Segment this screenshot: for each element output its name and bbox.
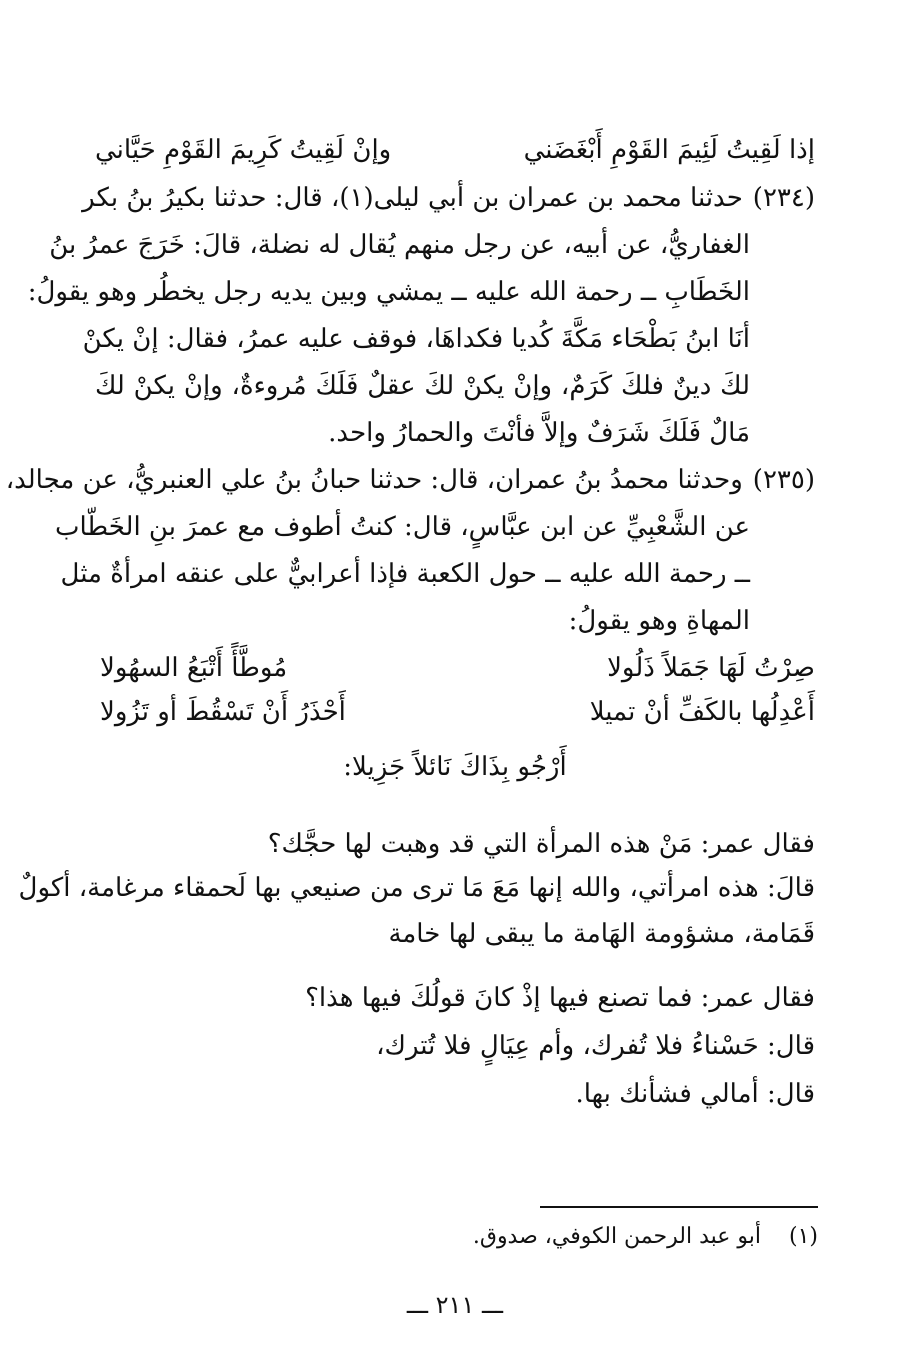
entry-235-line-2: عن الشَّعْبِيِّ عن ابن عبَّاسٍ، قال: كنتُ أطوف مع عمرَ بنِ الخَطّاب [55, 512, 750, 542]
footnote-rule [540, 1206, 818, 1208]
dialogue-line-5: قال: حَسْناءُ فلا تُفرك، وأم عِيَالٍ فلا تُترك، [376, 1031, 815, 1061]
poem-line-1-left: مُوطَّأً أَتْبَعُ السهُولا [100, 653, 288, 683]
verse-top-right: إذا لَقِيتُ لَئِيمَ القَوْمِ أَبْغَضَني [523, 135, 815, 165]
dialogue-line-6: قال: أمالي فشأنك بها. [575, 1079, 815, 1109]
entry-234-line-3: الخَطَابِ ــ رحمة الله عليه ــ يمشي وبين يديه رجل يخطُر وهو يقولُ: [27, 277, 750, 307]
dialogue-line-1: فقال عمر: مَنْ هذه المرأة التي قد وهبت لها حجَّك؟ [267, 829, 815, 859]
page-number: ـــ ٢١١ ـــ [406, 1291, 504, 1319]
entry-235-line-3: ــ رحمة الله عليه ــ حول الكعبة فإذا أعرابيٌّ على عنقه امرأةٌ مثل [60, 559, 750, 589]
entry-234-number: (٢٣٤) [752, 183, 815, 213]
poem-line-2-right: أَعْدِلُها بالكَفِّ أنْ تميلا [589, 697, 815, 727]
footnote-marker: (١) [788, 1224, 818, 1249]
entry-235-number: (٢٣٥) [752, 465, 815, 495]
entry-234-line-6: مَالٌ فَلَكَ شَرَفٌ وإلاَّ فأنْتَ والحمارُ واحد. [328, 418, 750, 448]
dialogue-line-2: قالَ: هذه امرأتي، والله إنها مَعَ مَا ترى من صنيعي بها لَحمقاء مرغامة، أكولٌ [18, 873, 815, 903]
verse-top-left: وإنْ لَقِيتُ كَرِيمَ القَوْمِ حَيَّاني [95, 135, 392, 165]
poem-line-1-right: صِرْتُ لَهَا جَمَلاً ذَلُولا [607, 653, 815, 683]
footnote-text: أبو عبد الرحمن الكوفي، صدوق. [472, 1224, 761, 1249]
entry-235-line-1: (٢٣٥)وحدثنا محمدُ بنُ عمران، قال: حدثنا حبانُ بنُ علي العنبريُّ، عن مجالد، [5, 465, 815, 495]
footnote [473, 1218, 818, 1256]
dialogue-line-3: قَمَامة، مشؤومة الهَامة ما يبقى لها خامة [388, 919, 815, 949]
poem-line-2-left: أَحْذَرُ أَنْ تَسْقُطَ أو تَزُولا [100, 697, 346, 727]
entry-234-line-1: (٢٣٤)حدثنا محمد بن عمران بن أبي ليلى(١)، قال: حدثنا بكيرُ بنُ بكر [82, 183, 815, 213]
entry-235-line-4: المهاةِ وهو يقولُ: [568, 606, 750, 636]
entry-234-line-5: لكَ دينٌ فلكَ كَرَمٌ، وإنْ يكنْ لكَ عقلٌ فَلَكَ مُروءةٌ، وإنْ يكنْ لكَ [95, 371, 750, 401]
entry-234-line-2: الغفاريُّ، عن أبيه، عن رجل منهم يُقال له نضلة، قالَ: خَرَجَ عمرُ بنُ [49, 230, 750, 260]
poem-line-3: أَرْجُو بِذَاكَ نَائلاً جَزِيلا: [343, 752, 567, 782]
dialogue-line-4: فقال عمر: فما تصنع فيها إذْ كانَ قولُكَ فيها هذا؟ [305, 983, 815, 1013]
entry-234-line-4: أنَا ابنُ بَطْحَاء مَكَّةَ كُديا فكداهَا، فوقف عليه عمرُ، فقال: إنْ يكنْ [82, 324, 750, 354]
